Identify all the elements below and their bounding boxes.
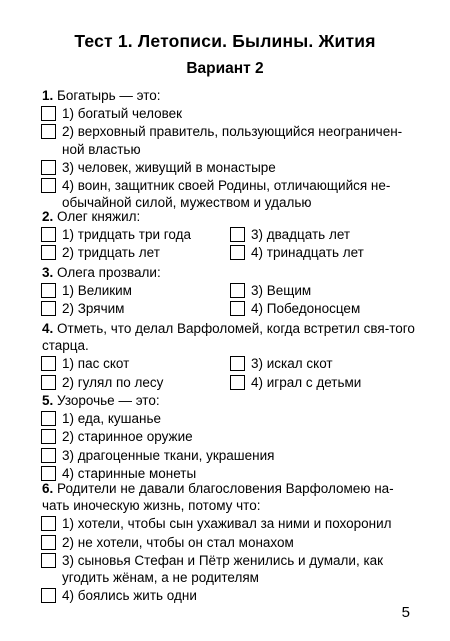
checkbox[interactable] [41,448,56,463]
answer-option[interactable]: 2) не хотели, чтобы он стал монахом [42,534,420,551]
question-text: 5. Узорочье — это: [42,393,160,408]
checkbox[interactable] [41,124,56,139]
answer-option[interactable]: 1) тридцать три года [42,226,231,243]
answer-option[interactable]: 3) сыновья Стефан и Пётр женились и думали, как угодить жёнам, а не родителям [42,552,420,586]
checkbox[interactable] [230,356,245,371]
answer-option[interactable]: 2) гулял по лесу [42,374,231,391]
answer-option[interactable]: 1) еда, кушанье [42,410,420,427]
answer-option[interactable]: 3) искал скот [231,355,420,372]
answer-option[interactable]: 4) Победоносцем [231,300,420,317]
checkbox[interactable] [41,588,56,603]
checkbox[interactable] [41,516,56,531]
answer-option[interactable]: 2) верховный правитель, пользующийся неограничен-ной властью [42,123,420,157]
checkbox[interactable] [41,160,56,175]
checkbox[interactable] [41,245,56,260]
checkbox[interactable] [41,535,56,550]
checkbox[interactable] [41,553,56,568]
question-5 [42,392,420,482]
answer-option[interactable]: 1) хотели, чтобы сын ухаживал за ними и похоронил [42,515,420,532]
test-title: Тест 1. Летописи. Былины. Жития [74,31,376,51]
checkbox[interactable] [41,375,56,390]
answer-option[interactable]: 2) старинное оружие [42,428,420,445]
question-2 [42,208,420,262]
checkbox[interactable] [41,356,56,371]
answer-option[interactable]: 3) человек, живущий в монастыре [42,159,420,176]
question-text: 1. Богатырь — это: [42,88,161,103]
question-1 [42,87,420,211]
checkbox[interactable] [230,245,245,260]
checkbox[interactable] [41,466,56,481]
checkbox[interactable] [41,429,56,444]
question-text: 2. Олег княжил: [42,209,141,224]
answer-option[interactable]: 3) Вещим [231,282,420,299]
answer-option[interactable]: 4) тринадцать лет [231,244,420,261]
checkbox[interactable] [41,283,56,298]
question-text: 4. Отметь, что делал Варфоломей, когда встретил свя-того старца. [42,321,415,354]
checkbox[interactable] [230,375,245,390]
checkbox[interactable] [41,178,56,193]
checkbox[interactable] [230,227,245,242]
question-3 [42,264,420,318]
checkbox[interactable] [230,301,245,316]
answer-option[interactable]: 4) боялись жить одни [42,587,420,604]
checkbox[interactable] [230,283,245,298]
checkbox[interactable] [41,227,56,242]
answer-option[interactable]: 2) Зрячим [42,300,231,317]
question-text: 3. Олега прозвали: [42,265,161,280]
checkbox[interactable] [41,411,56,426]
answer-option[interactable]: 4) играл с детьми [231,374,420,391]
question-4 [42,320,420,391]
answer-option[interactable]: 3) двадцать лет [231,226,420,243]
answer-option[interactable]: 3) драгоценные ткани, украшения [42,447,420,464]
question-6 [42,480,420,604]
variant-heading: Вариант 2 [186,60,264,77]
answer-option[interactable]: 1) богатый человек [42,105,420,122]
checkbox[interactable] [41,106,56,121]
checkbox[interactable] [41,301,56,316]
answer-option[interactable]: 1) Великим [42,282,231,299]
answer-option[interactable]: 1) пас скот [42,355,231,372]
answer-option[interactable]: 2) тридцать лет [42,244,231,261]
page-number: 5 [401,604,410,621]
answer-option[interactable]: 4) воин, защитник своей Родины, отличающийся не-обычайной силой, мужеством и удалью [42,177,420,211]
answer-option[interactable]: 4) старинные монеты [42,465,420,482]
question-text: 6. Родители не давали благословения Варфоломею на-чать иноческую жизнь, потому что: [42,481,394,514]
